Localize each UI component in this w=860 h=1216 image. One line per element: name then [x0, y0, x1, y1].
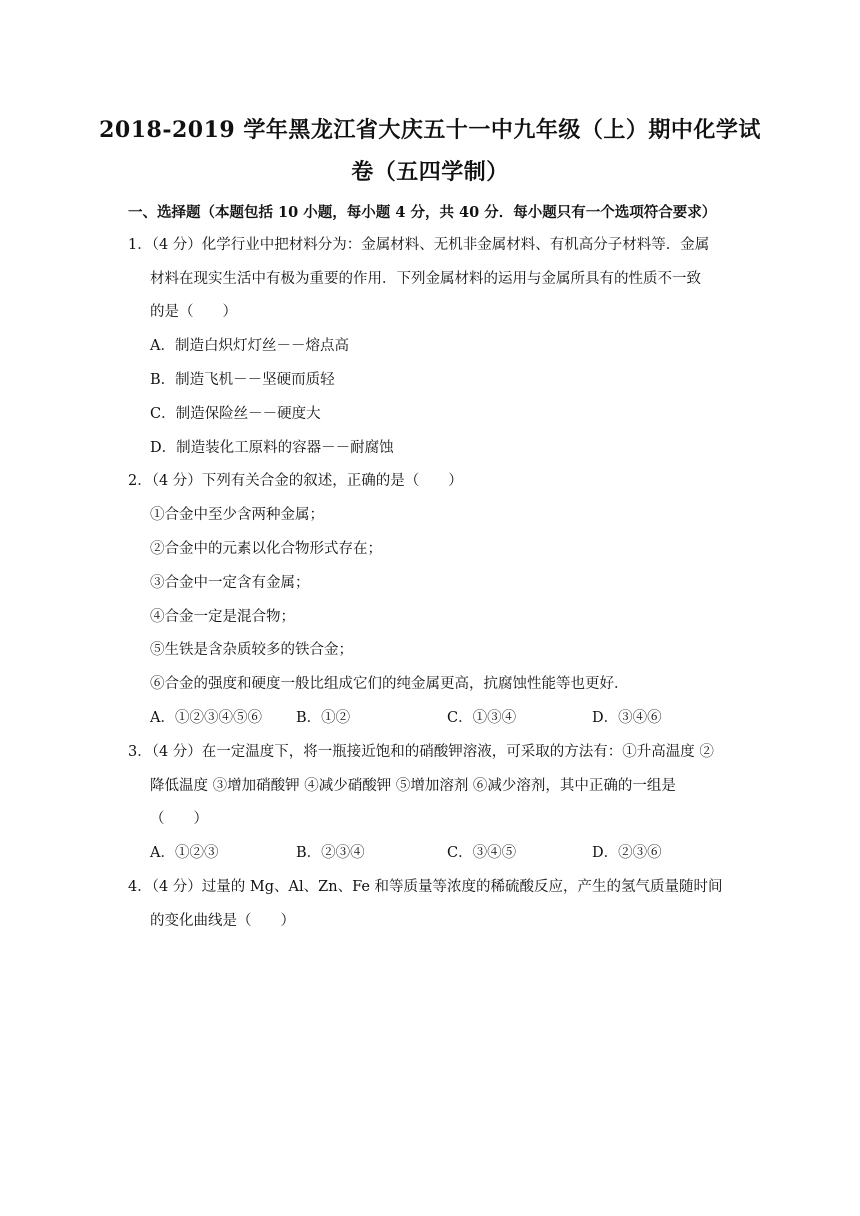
question-stem-line: 2．（4 分）下列有关合金的叙述，正确的是（ ）	[128, 473, 463, 489]
question-stem-line: 的变化曲线是（ ）	[150, 913, 295, 929]
question-stem-line: 材料在现实生活中有极为重要的作用．下列金属材料的运用与金属所具有的性质不一致	[150, 271, 701, 287]
statement-3: ③合金中一定含有金属；	[150, 575, 310, 591]
option-c: C．③④⑤	[447, 845, 517, 861]
option-c: C．①③④	[447, 710, 517, 726]
option-a: A．制造白炽灯灯丝－－熔点高	[150, 338, 349, 354]
section-heading: 一、选择题（本题包括 10 小题，每小题 4 分，共 40 分．每小题只有一个选项符合要求）	[128, 204, 717, 221]
option-b: B．②③④	[296, 845, 365, 861]
exam-title-line-2: 卷（五四学制）	[351, 159, 509, 185]
question-stem-line: 4．（4 分）过量的 Mg、Al、Zn、Fe 和等质量等浓度的稀硫酸反应，产生的氢气质量随时间	[128, 879, 723, 895]
statement-1: ①合金中至少含两种金属；	[150, 507, 324, 523]
question-stem-line: 降低温度 ③增加硝酸钾 ④减少硝酸钾 ⑤增加溶剂 ⑥减少溶剂，其中正确的一组是	[150, 778, 676, 794]
option-a: A．①②③④⑤⑥	[150, 710, 262, 726]
exam-title-line-1: 2018-2019 学年黑龙江省大庆五十一中九年级（上）期中化学试	[99, 117, 761, 143]
statement-5: ⑤生铁是含杂质较多的铁合金；	[150, 642, 353, 658]
statement-2: ②合金中的元素以化合物形式存在；	[150, 541, 382, 557]
option-c: C．制造保险丝－－硬度大	[150, 406, 321, 422]
option-d: D．②③⑥	[592, 845, 662, 861]
option-a: A．①②③	[150, 845, 219, 861]
question-stem-line: （ ）	[150, 811, 208, 827]
option-d: D．③④⑥	[592, 710, 662, 726]
option-b: B．制造飞机－－坚硬而质轻	[150, 372, 335, 388]
option-d: D．制造装化工原料的容器－－耐腐蚀	[150, 440, 394, 456]
option-b: B．①②	[296, 710, 351, 726]
statement-4: ④合金一定是混合物；	[150, 609, 295, 625]
question-stem-line: 的是（ ）	[150, 304, 237, 320]
statement-6: ⑥合金的强度和硬度一般比组成它们的纯金属更高，抗腐蚀性能等也更好．	[150, 676, 629, 692]
question-stem-line: 3．（4 分）在一定温度下，将一瓶接近饱和的硝酸钾溶液，可采取的方法有：①升高温度 ②	[128, 744, 714, 760]
question-stem-line: 1．（4 分）化学行业中把材料分为：金属材料、无机非金属材料、有机高分子材料等．金属	[128, 237, 710, 253]
